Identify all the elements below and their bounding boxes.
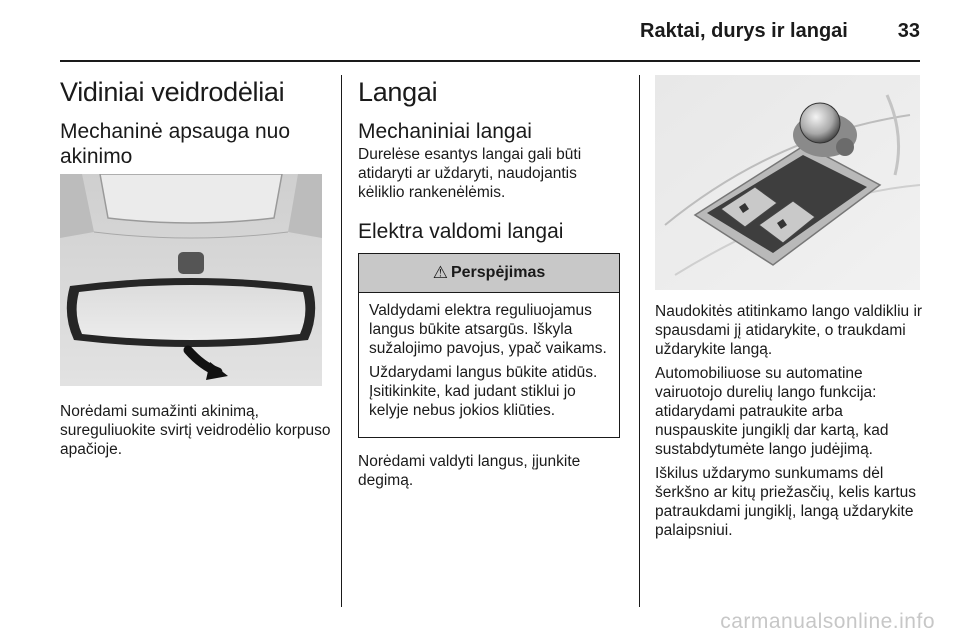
warning-box: [358, 253, 620, 438]
section-heading-windows: Langai: [358, 77, 438, 107]
column-divider-2: [639, 75, 640, 607]
antiglare-instruction: Norėdami sumažinti akinimą, sureguliuokite svirtį veidrodėlio korpuso apačioje.: [60, 403, 331, 458]
window-switch-image: [655, 75, 920, 290]
header-rule: [60, 60, 920, 62]
site-watermark: carmanualsonline.info: [720, 610, 935, 633]
page-number: 33: [897, 20, 920, 42]
warning-triangle-icon: ⚠: [432, 263, 448, 282]
subheading-power-windows: Elektra valdomi langai: [358, 220, 564, 243]
rearview-mirror-illustration: [60, 174, 322, 386]
warning-title: Perspėjimas: [450, 264, 546, 281]
warning-paragraph-2: Uždarydami langus būkite atidūs. Įsitikinkite, kad judant stiklui jo kelyje nebus jokios kliūties.: [369, 364, 598, 419]
switch-usage-text: Naudokitės atitinkamo lango valdikliu ir spausdami jį atidarykite, o traukdami uždarykite langą.: [655, 303, 923, 358]
middle-after-warning: [358, 452, 628, 490]
auto-function-text: Automobiliuose su automatine vairuotojo durelių lango funkcija: atidarydami patraukite arba nuspauskite jungiklį dar kartą, kad sustabdytumėte lango judėjimą.: [655, 365, 889, 458]
subheading-manual-windows: Mechaniniai langai: [358, 120, 532, 143]
left-column: [60, 77, 332, 169]
running-header-title: Raktai, durys ir langai: [640, 20, 848, 42]
rearview-mirror-image: [60, 174, 322, 386]
middle-column: [358, 77, 628, 244]
left-text-block: [60, 402, 332, 459]
ignition-instruction: Norėdami valdyti langus, įjunkite degimą.: [358, 453, 581, 489]
warning-header: [359, 254, 619, 293]
section-heading-mirrors: Vidiniai veidrodėliai: [60, 77, 285, 107]
subheading-antiglare: Mechaninė apsauga nuo akinimo: [60, 120, 291, 168]
right-text-block: [655, 302, 923, 540]
warning-body: [359, 293, 619, 420]
warning-paragraph-1: Valdydami elektra reguliuojamus langus būkite atsargūs. Iškyla sužalojimo pavojus, ypač vaikams.: [369, 302, 607, 357]
frost-closing-text: Iškilus uždarymo sunkumams dėl šerkšno ar kitų priežasčių, kelis kartus patraukdami jungiklį, langą uždarykite palaipsniui.: [655, 465, 917, 539]
column-divider-1: [341, 75, 342, 607]
manual-windows-text: Durelėse esantys langai gali būti atidaryti ar uždaryti, naudojantis kėliklio rankenėlėmis.: [358, 146, 582, 201]
window-switch-illustration: [655, 75, 920, 290]
